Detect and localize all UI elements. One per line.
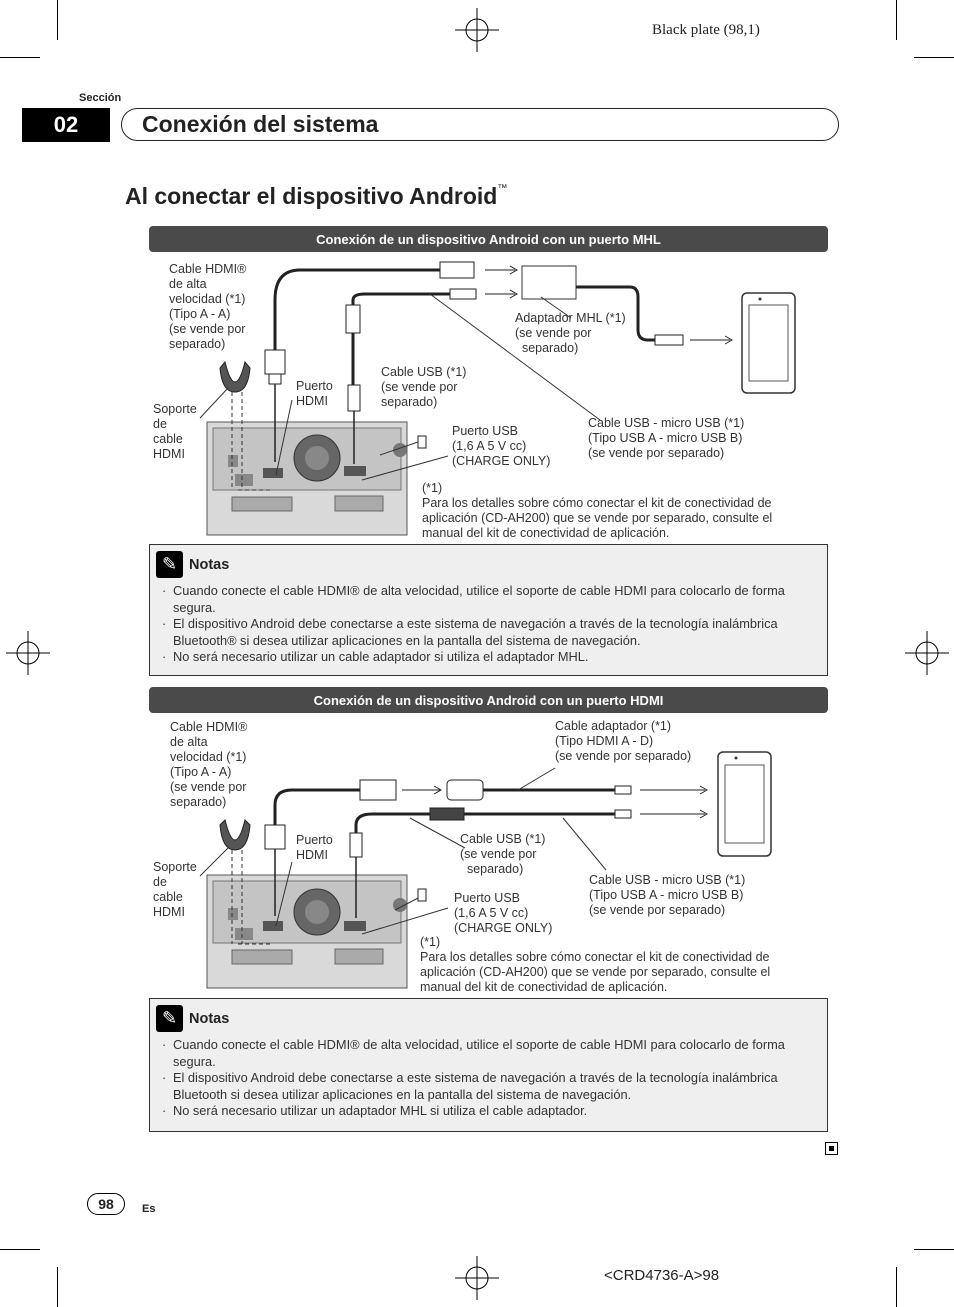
section-title: Conexión del sistema: [142, 111, 379, 137]
crop-mark: [0, 1249, 40, 1250]
notes-title: Notas: [189, 556, 230, 573]
hdmi-notes-list: [162, 1037, 812, 1120]
note-item: · El dispositivo Android debe conectarse a este sistema de navegación a través de la tecnología inalámbrica Bluetooth si desea utilizar aplicaciones en la pantalla del sistema de navegación.: [162, 1070, 812, 1103]
pencil-icon: ✎: [156, 551, 183, 578]
mhl-label-cable-usb-micro: Cable USB - micro USB (*1) (Tipo USB A - micro USB B) (se vende por separado): [588, 416, 745, 460]
hdmi-label-puerto-hdmi: Puerto HDMI: [296, 833, 333, 862]
mhl-label-puerto-usb: Puerto USB (1,6 A 5 V cc) (CHARGE ONLY): [452, 424, 551, 468]
hdmi-section-bar: Conexión de un dispositivo Android con un puerto HDMI: [149, 687, 828, 713]
hdmi-label-cable-hdmi: Cable HDMI® de alta velocidad (*1) (Tipo A - A) (se vende por separado): [170, 720, 248, 809]
mhl-footnote: (*1) Para los detalles sobre cómo conectar el kit de conectividad de aplicación (CD-AH200) que se vende por separado, consulte el manual del kit de conectividad de aplicación.: [422, 481, 773, 540]
registration-mark-icon: [6, 631, 50, 675]
hdmi-label-cable-usb: Cable USB (*1) (se vende por separado): [460, 832, 546, 876]
crop-mark: [896, 1267, 897, 1307]
page-title-text: Al conectar el dispositivo Android: [125, 183, 498, 209]
crop-mark: [57, 1267, 58, 1307]
mhl-label-soporte: Soporte de cable HDMI: [153, 402, 197, 461]
mhl-section-bar: Conexión de un dispositivo Android con un puerto MHL: [149, 226, 828, 252]
registration-mark-icon: [455, 1256, 499, 1300]
note-item: · Cuando conecte el cable HDMI® de alta velocidad, utilice el soporte de cable HDMI para colocarlo de forma segura.: [162, 1037, 812, 1070]
end-of-section-icon: [825, 1142, 838, 1155]
mhl-notes-box: [149, 544, 828, 676]
crop-mark: [57, 0, 58, 40]
note-item: · El dispositivo Android debe conectarse a este sistema de navegación a través de la tecnología inalámbrica Bluetooth® si desea utilizar aplicaciones en la pantalla del sistema de navegación.: [162, 616, 812, 649]
registration-mark-icon: [905, 631, 949, 675]
page-title: [125, 183, 507, 210]
note-item: · No será necesario utilizar un adaptador MHL si utiliza el cable adaptador.: [162, 1103, 812, 1120]
hdmi-label-cable-adaptador: Cable adaptador (*1) (Tipo HDMI A - D) (se vende por separado): [555, 719, 692, 763]
hdmi-label-cable-usb-micro: Cable USB - micro USB (*1) (Tipo USB A - micro USB B) (se vende por separado): [589, 873, 746, 917]
hdmi-label-puerto-usb: Puerto USB (1,6 A 5 V cc) (CHARGE ONLY): [454, 891, 553, 935]
section-number: 02: [22, 108, 110, 142]
document-code: <CRD4736-A>98: [604, 1267, 720, 1284]
hdmi-label-soporte: Soporte de cable HDMI: [153, 860, 197, 919]
crop-mark: [896, 0, 897, 40]
crop-mark: [0, 57, 40, 58]
notes-title: Notas: [189, 1010, 230, 1027]
crop-mark: [914, 57, 954, 58]
mhl-label-adaptador: Adaptador MHL (*1) (se vende por separado): [515, 311, 626, 355]
trademark-symbol: ™: [497, 183, 508, 194]
page-number: 98: [87, 1193, 125, 1215]
registration-mark-icon: [455, 8, 499, 52]
mhl-label-cable-usb: Cable USB (*1) (se vende por separado): [381, 365, 467, 409]
pencil-icon: ✎: [156, 1005, 183, 1032]
language-code: Es: [142, 1203, 156, 1215]
plate-info: Black plate (98,1): [652, 22, 760, 38]
mhl-label-cable-hdmi: Cable HDMI® de alta velocidad (*1) (Tipo A - A) (se vende por separado): [169, 262, 247, 351]
hdmi-notes-box: [149, 998, 828, 1132]
mhl-notes-list: [162, 583, 812, 666]
hdmi-footnote: (*1) Para los detalles sobre cómo conectar el kit de conectividad de aplicación (CD-AH200) que se vende por separado, consulte el manual del kit de conectividad de aplicación.: [420, 935, 771, 994]
crop-mark: [914, 1249, 954, 1250]
note-item: · No será necesario utilizar un cable adaptador si utiliza el adaptador MHL.: [162, 649, 812, 666]
note-item: · Cuando conecte el cable HDMI® de alta velocidad, utilice el soporte de cable HDMI para colocarlo de forma segura.: [162, 583, 812, 616]
section-label: Sección: [79, 92, 122, 104]
mhl-label-puerto-hdmi: Puerto HDMI: [296, 379, 333, 408]
